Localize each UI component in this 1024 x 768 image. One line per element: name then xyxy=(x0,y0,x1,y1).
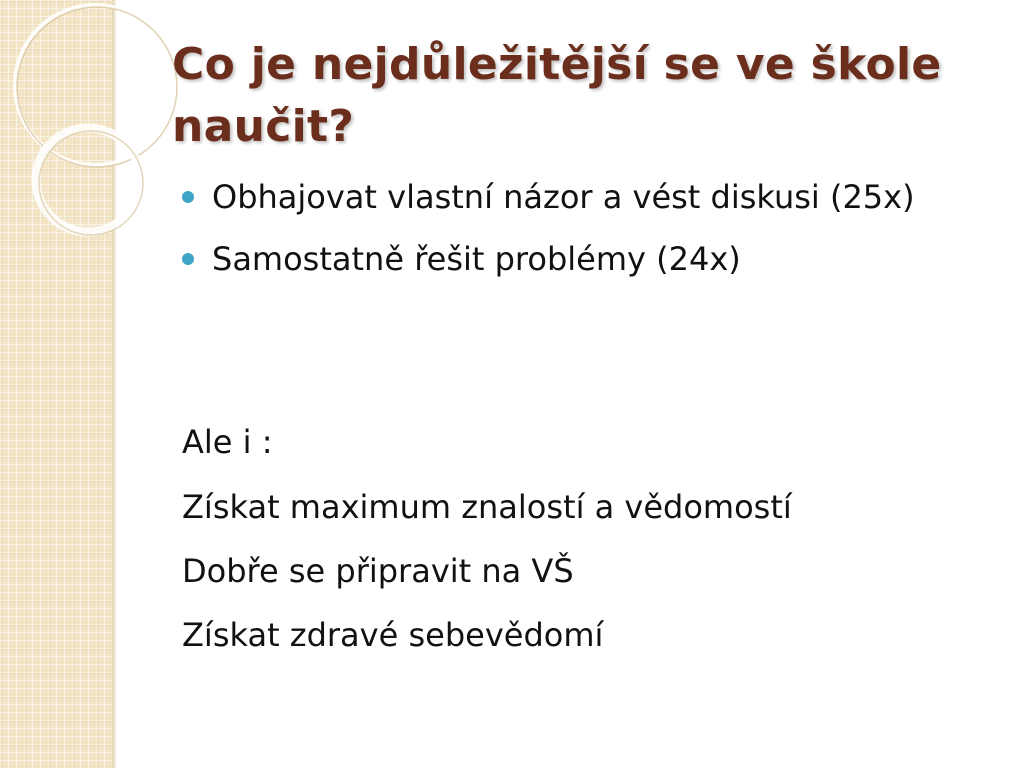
bullet-text: Samostatně řešit problémy (24x) xyxy=(212,240,741,278)
text-line-znalosti: Získat maximum znalostí a vědomostí xyxy=(182,488,792,526)
text-line-sebevedomi: Získat zdravé sebevědomí xyxy=(182,616,604,654)
decorative-ring-large xyxy=(15,5,175,165)
bullet-list xyxy=(182,172,942,296)
text-line-vs: Dobře se připravit na VŠ xyxy=(182,552,574,590)
bullet-item xyxy=(182,234,942,284)
slide-title: Co je nejdůležitější se ve škole naučit? xyxy=(172,39,942,152)
bullet-dot-icon xyxy=(182,191,194,203)
text-line-ale-i: Ale i : xyxy=(182,423,273,461)
bullet-text: Obhajovat vlastní názor a vést diskusi (25x) xyxy=(212,178,915,216)
bullet-item xyxy=(182,172,942,222)
bullet-dot-icon xyxy=(182,253,194,265)
decorative-ring-small-shadow xyxy=(39,131,143,235)
